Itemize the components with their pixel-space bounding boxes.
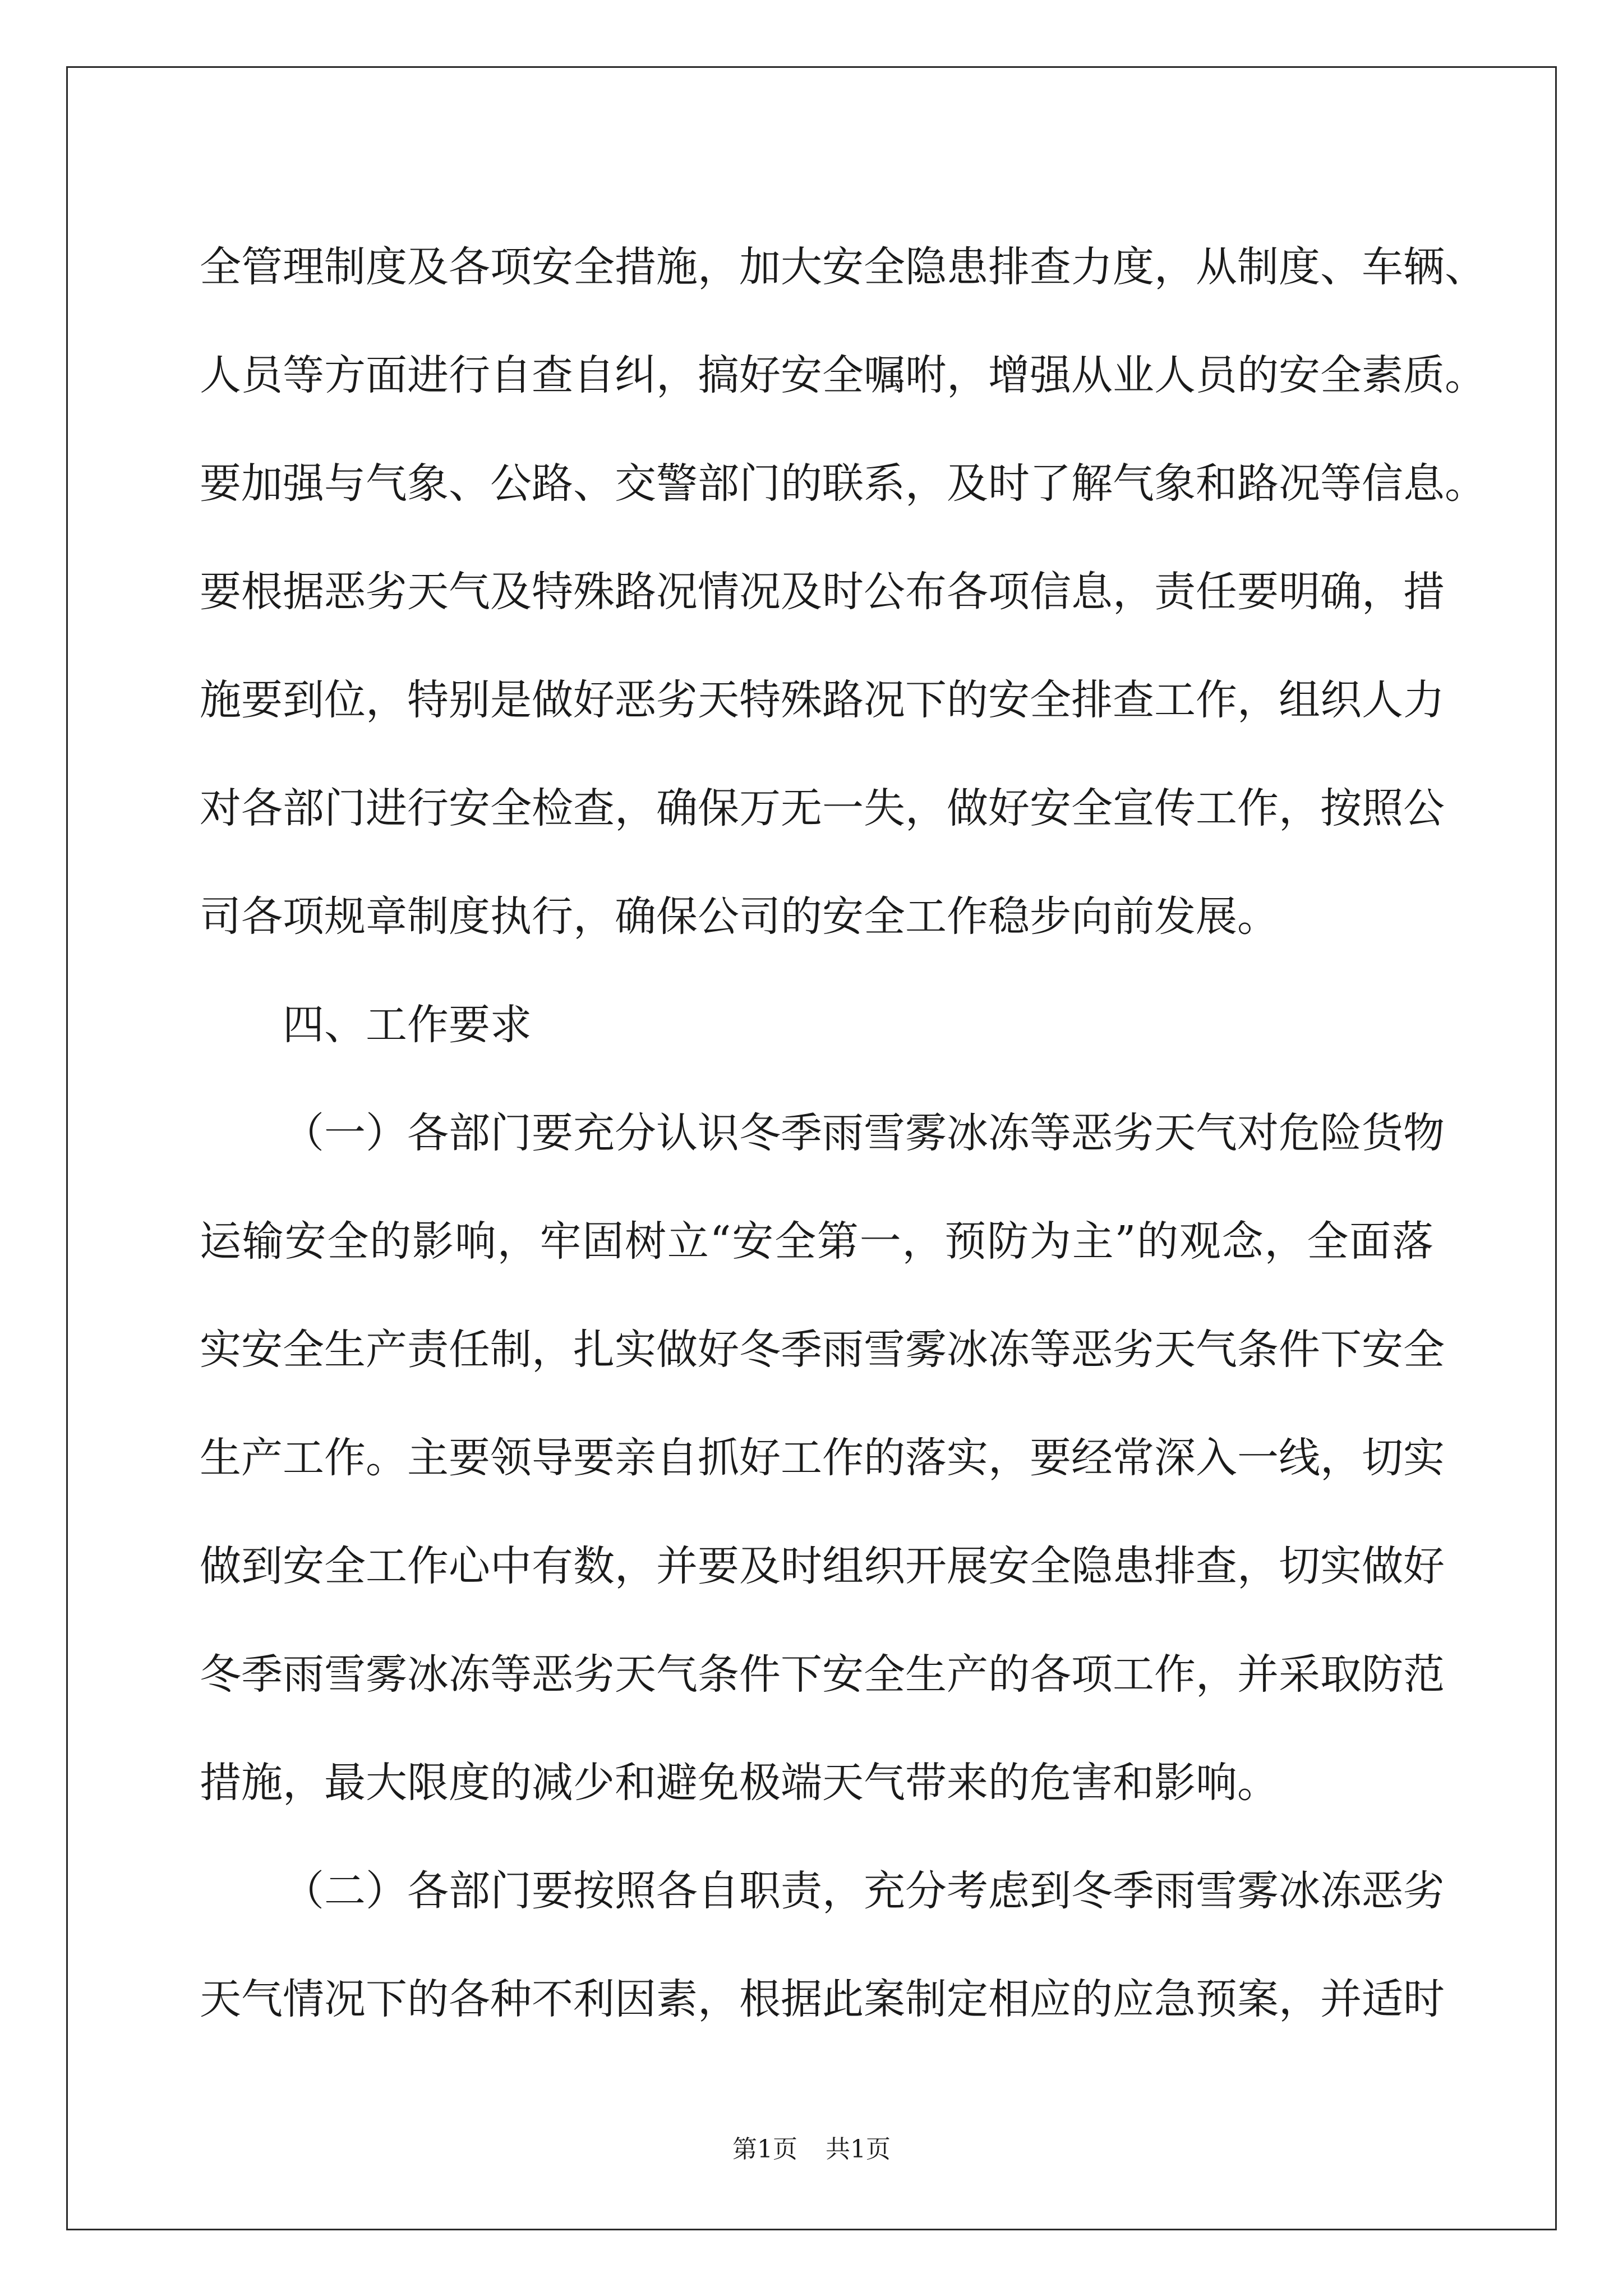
body-line: 施要到位，特别是做好恶劣天特殊路况下的安全排查工作，组织人力 [200, 676, 1445, 724]
section-heading: 四、工作要求 [283, 1001, 532, 1049]
body-line: 冬季雨雪雾冰冻等恶劣天气条件下安全生产的各项工作，并采取防范 [200, 1650, 1445, 1699]
page-footer [0, 2129, 1623, 2165]
body-line: 运输安全的影响，牢固树立“安全第一，预防为主”的观念，全面落 [200, 1217, 1433, 1266]
total-pages: 共1页 [826, 2135, 891, 2164]
document-body [200, 213, 1486, 2054]
paragraph-first-line: （一）各部门要充分认识冬季雨雪雾冰冻等恶劣天气对危险货物 [283, 1109, 1445, 1157]
body-line: 司各项规章制度执行，确保公司的安全工作稳步向前发展。 [200, 892, 1279, 941]
body-line: 实安全生产责任制，扎实做好冬季雨雪雾冰冻等恶劣天气条件下安全 [200, 1326, 1445, 1374]
body-line: 要加强与气象、公路、交警部门的联系，及时了解气象和路况等信息。 [200, 459, 1486, 508]
body-line: 天气情况下的各种不利因素，根据此案制定相应的应急预案，并适时 [200, 1975, 1445, 2023]
body-line: 生产工作。主要领导要亲自抓好工作的落实，要经常深入一线，切实 [200, 1434, 1445, 1482]
body-line: 全管理制度及各项安全措施，加大安全隐患排查力度，从制度、车辆、 [200, 243, 1486, 291]
body-line: 措施，最大限度的减少和避免极端天气带来的危害和影响。 [200, 1759, 1279, 1807]
body-line: 要根据恶劣天气及特殊路况情况及时公布各项信息，责任要明确，措 [200, 568, 1445, 616]
paragraph-first-line: （二）各部门要按照各自职责，充分考虑到冬季雨雪雾冰冻恶劣 [283, 1867, 1445, 1915]
body-line: 做到安全工作心中有数，并要及时组织开展安全隐患排查，切实做好 [200, 1542, 1445, 1590]
body-line: 对各部门进行安全检查，确保万无一失，做好安全宣传工作，按照公 [200, 784, 1445, 832]
body-line: 人员等方面进行自查自纠，搞好安全嘱咐，增强从业人员的安全素质。 [200, 351, 1486, 399]
page-number: 第1页 [732, 2135, 797, 2164]
